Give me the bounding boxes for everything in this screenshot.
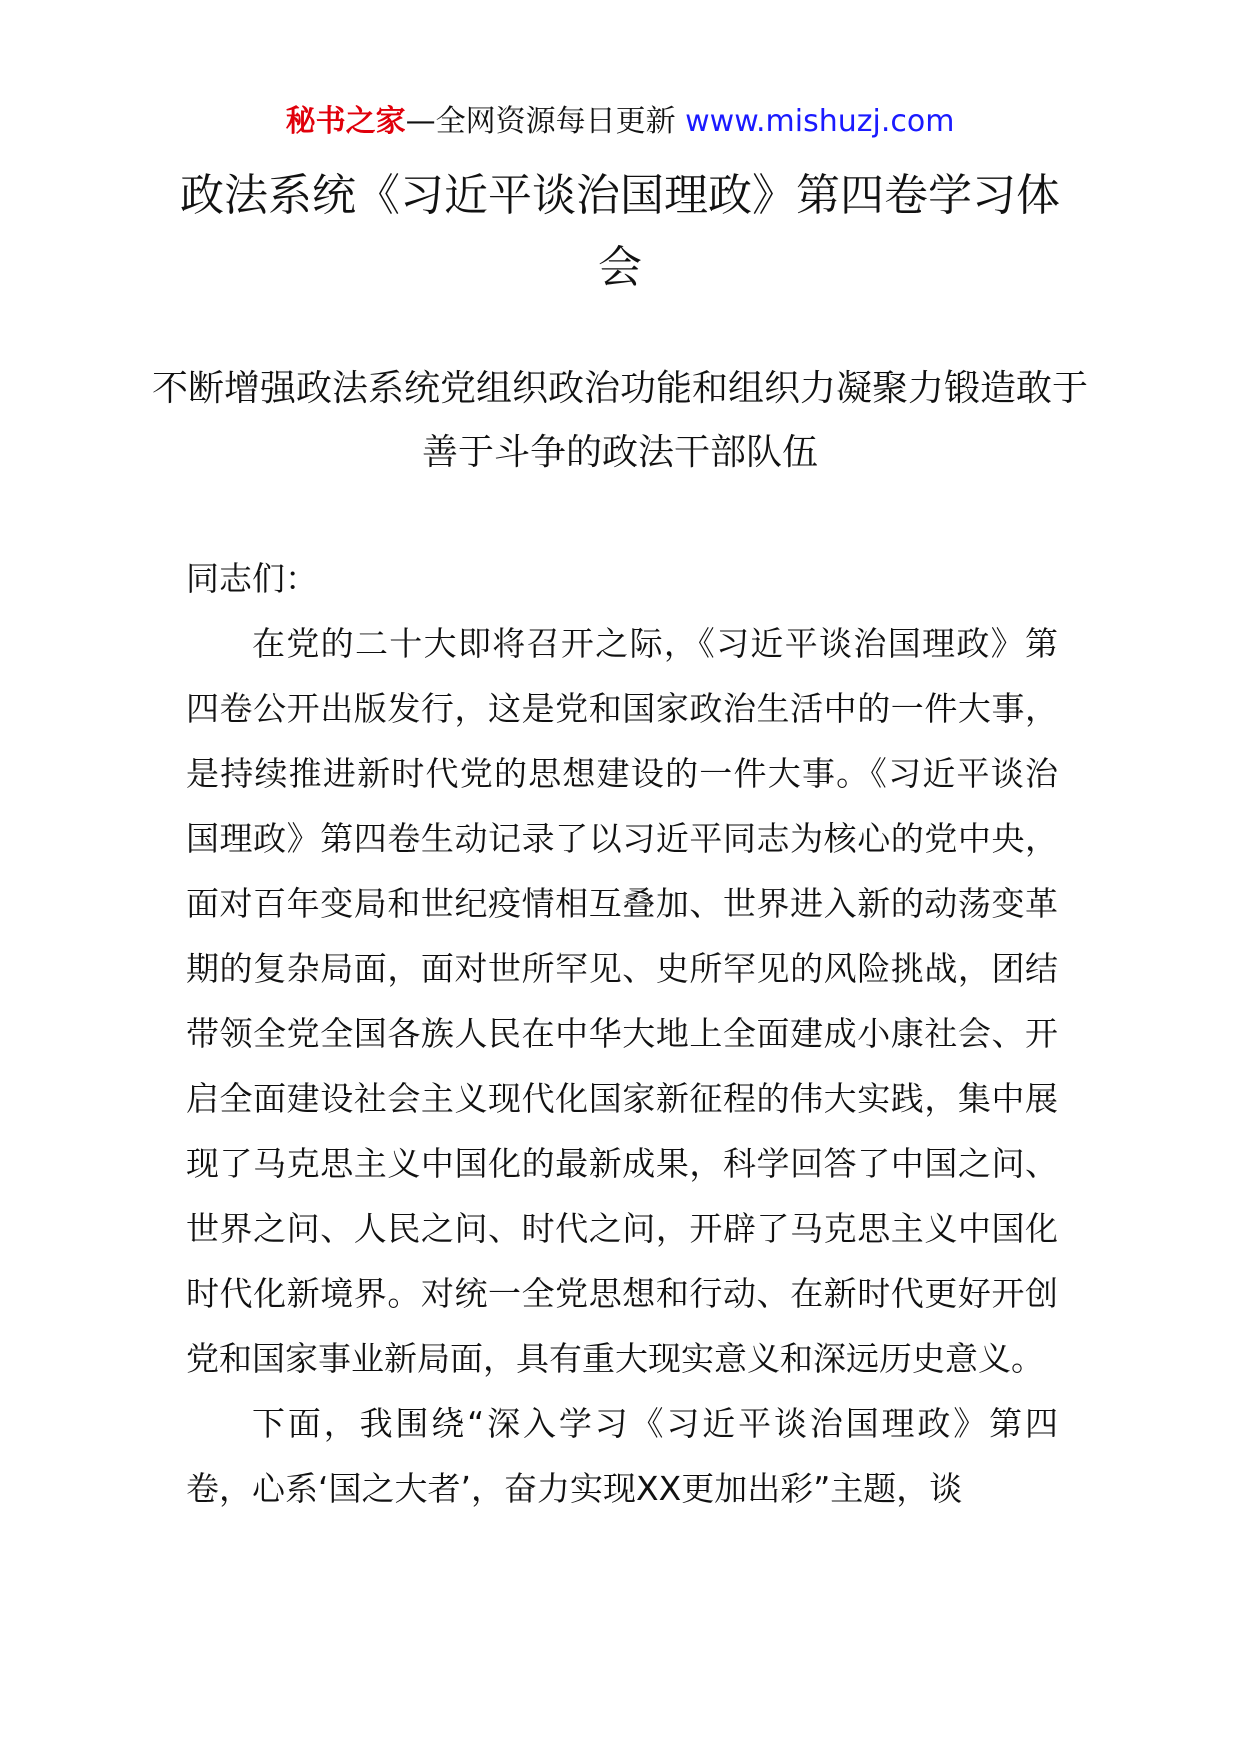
salutation: 同志们： [186,559,318,598]
body-paragraph: 在党的二十大即将召开之际，《习近平谈治国理政》第四卷公开出版发行，这是党和国家政治生活中的一件大事，是持续推进新时代党的思想建设的一件大事。《习近平谈治国理政》第四卷生动记录了以习近平同志为核心的党中央，面对百年变局和世纪疫情相互叠加、世界进入新的动荡变革期的复杂局面，面对世所罕见、史所罕见的风险挑战，团结带领全党全国各族人民在中华大地上全面建成小康社会、开启全面建设社会主义现代化国家新征程的伟大实践，集中展现了马克思主义中国化的最新成果，科学回答了中国之问、世界之问、人民之问、时代之问，开辟了马克思主义中国化时代化新境界。对统一全党思想和行动、在新时代更好开创党和国家事业新局面，具有重大现实意义和深远历史意义。 [186,624,1058,1378]
document-body [186,546,1058,1521]
document-subtitle: 不断增强政法系统党组织政治功能和组织力凝聚力锻造敢于善于斗争的政法干部队伍 [151,368,1088,473]
site-header [0,100,1240,144]
site-tagline: —全网资源每日更新 [405,104,686,139]
document-title: 政法系统《习近平谈治国理政》第四卷学习体会 [180,170,1060,293]
body-paragraph: 下面，我围绕“深入学习《习近平谈治国理政》第四卷，心系‘国之大者’，奋力实现XX更加出彩”主题，谈 [186,1404,1058,1508]
brand-name: 秘书之家 [285,104,406,139]
site-url-link[interactable]: www.mishuzj.com [685,104,955,139]
